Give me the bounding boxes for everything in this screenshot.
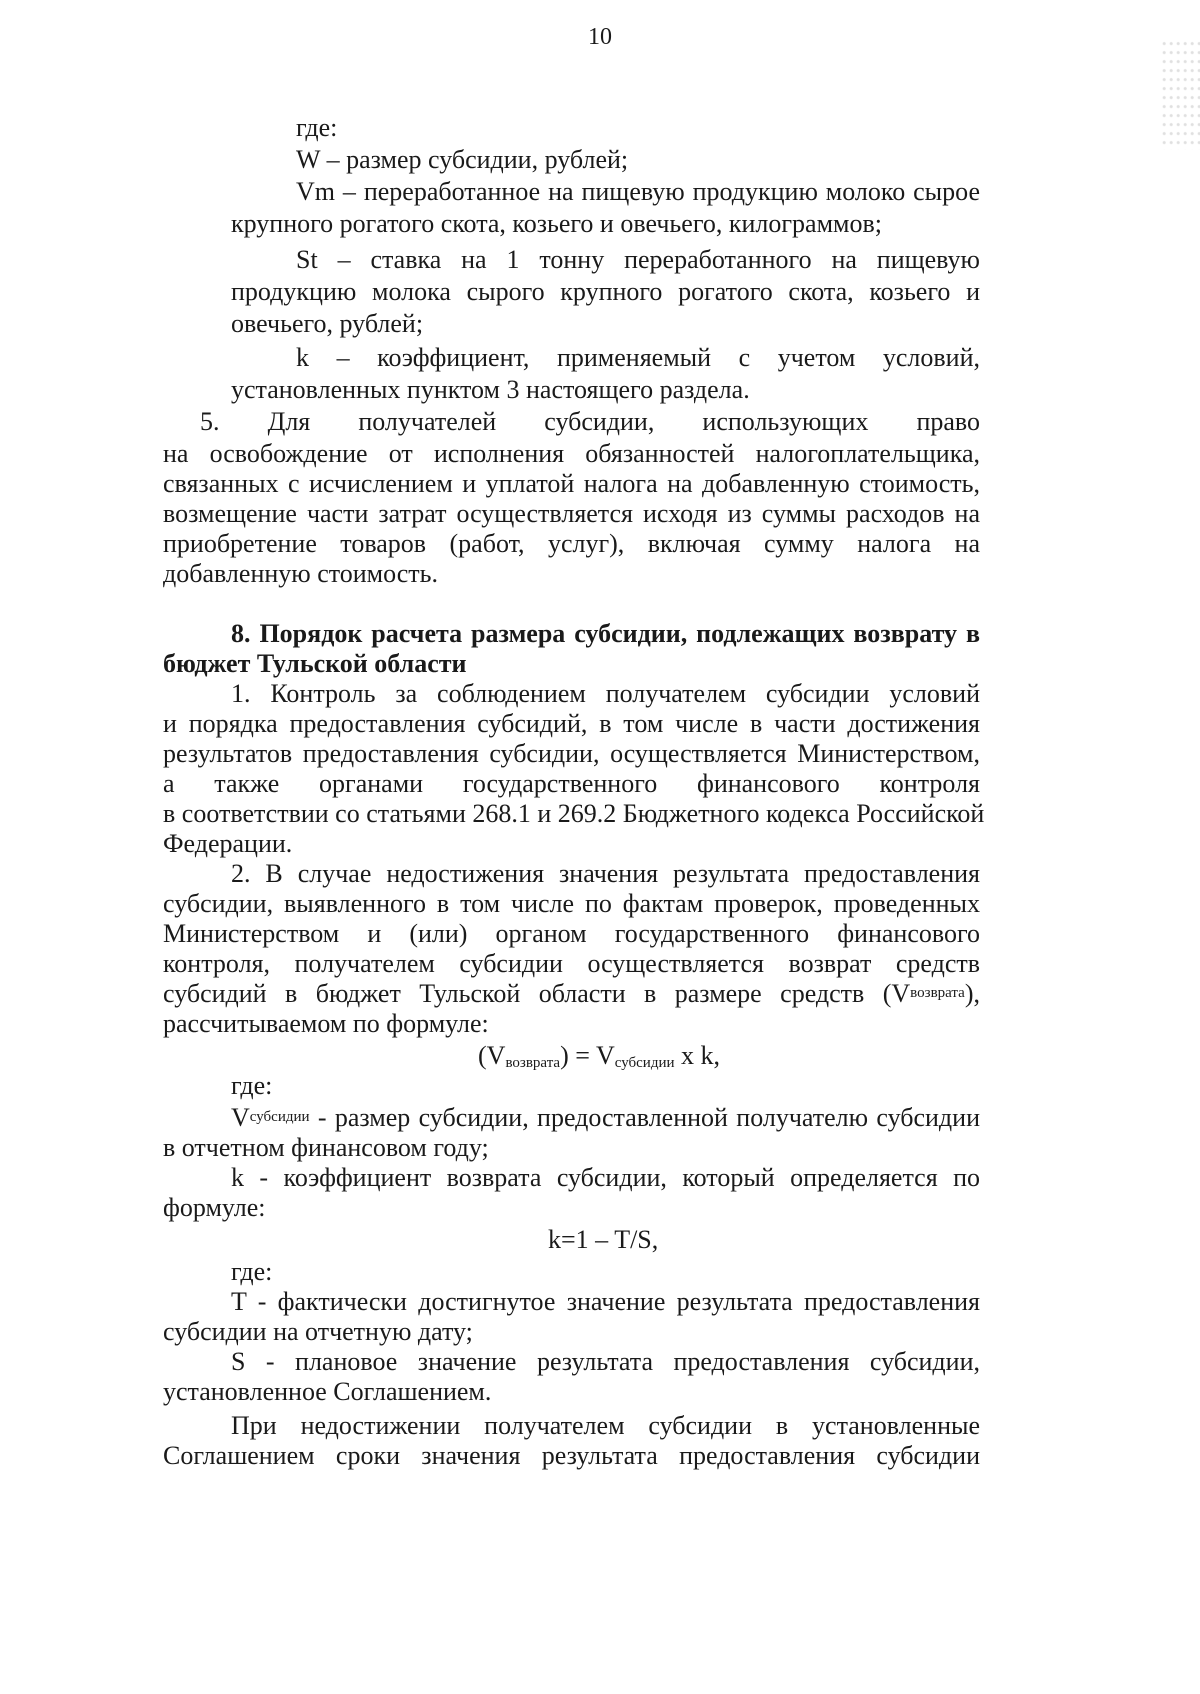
subscript: возврата <box>910 985 965 1001</box>
text-line: где: <box>231 1071 273 1100</box>
text-line: в соответствии со статьями 268.1 и 269.2 Бюджетного кодекса Российской <box>163 799 985 828</box>
text-line: добавленную стоимость. <box>163 559 439 588</box>
subscript: субсидии <box>249 1109 310 1125</box>
text-line: контроля, получателем субсидии осуществляется возврат средств <box>163 949 980 978</box>
text-line: в отчетном финансовом году; <box>163 1133 489 1162</box>
text-line: где: <box>231 1257 273 1286</box>
text-line: а также органами государственного финансового контроля <box>163 769 980 798</box>
section-heading: бюджет Тульской области <box>163 649 467 678</box>
formula-return <box>478 1040 720 1079</box>
text-line: При недостижении получателем субсидии в установленные <box>231 1411 980 1440</box>
page-number: 10 <box>588 24 612 50</box>
text-fragment: - размер субсидии, предоставленной получателю субсидии <box>309 1103 980 1132</box>
text-line: формуле: <box>163 1193 266 1222</box>
text-line: на освобождение от исполнения обязанностей налогоплательщика, <box>163 439 980 468</box>
text-line: установленных пунктом 3 настоящего раздела. <box>231 375 750 404</box>
text-line: Федерации. <box>163 829 293 858</box>
text-line: субсидии на отчетную дату; <box>163 1317 473 1346</box>
text-line: Министерством и (или) органом государственного финансового <box>163 919 980 948</box>
text-line: овечьего, рублей; <box>231 309 424 338</box>
text-line: возмещение части затрат осуществляется исходя из суммы расходов на <box>163 499 980 528</box>
section-heading: 8. Порядок расчета размера субсидии, подлежащих возврату в <box>231 619 980 648</box>
text-line: результатов предоставления субсидии, осуществляется Министерством, <box>163 739 980 768</box>
text-line: приобретение товаров (работ, услуг), включая сумму налога на <box>163 529 980 558</box>
text-line: 5. Для получателей субсидии, использующих право <box>200 407 980 436</box>
text-line: 1. Контроль за соблюдением получателем субсидии условий <box>231 679 980 708</box>
text-line: k – коэффициент, применяемый с учетом условий, <box>296 343 980 372</box>
formula-coefficient: k=1 – T/S, <box>548 1225 659 1254</box>
text-line: Соглашением сроки значения результата предоставления субсидии <box>163 1441 980 1470</box>
text-fragment: субсидий в бюджет Тульской области в размере средств (V <box>163 979 911 1008</box>
formula-part: x k, <box>674 1041 720 1070</box>
subscript: субсидии <box>614 1055 675 1071</box>
formula-part: (V <box>478 1041 506 1070</box>
scan-noise <box>1160 40 1200 150</box>
text-fragment: V <box>231 1103 250 1132</box>
subscript: возврата <box>505 1055 561 1071</box>
text-line: субсидии, выявленного в том числе по фактам проверок, проведенных <box>163 889 980 918</box>
formula-part: ) = V <box>560 1041 615 1070</box>
text-line: T - фактически достигнутое значение результата предоставления <box>231 1287 980 1316</box>
text-line: St – ставка на 1 тонну переработанного на пищевую <box>296 245 980 274</box>
text-line: и порядка предоставления субсидий, в том числе в части достижения <box>163 709 980 738</box>
text-line: крупного рогатого скота, козьего и овечьего, килограммов; <box>231 209 882 238</box>
text-fragment: ), <box>964 979 980 1008</box>
text-line: продукцию молока сырого крупного рогатого скота, козьего и <box>231 277 980 306</box>
text-line: k - коэффициент возврата субсидии, который определяется по <box>231 1163 980 1192</box>
text-line: где: <box>296 113 338 142</box>
text-line <box>231 1102 980 1133</box>
text-line: 2. В случае недостижения значения результата предоставления <box>231 859 980 888</box>
text-line <box>163 978 980 1009</box>
text-line: Vm – переработанное на пищевую продукцию молоко сырое <box>296 177 980 206</box>
text-line: S - плановое значение результата предоставления субсидии, <box>231 1347 980 1376</box>
text-line: установленное Соглашением. <box>163 1377 492 1406</box>
text-line: W – размер субсидии, рублей; <box>296 145 629 174</box>
text-line: рассчитываемом по формуле: <box>163 1009 489 1038</box>
text-line: связанных с исчислением и уплатой налога на добавленную стоимость, <box>163 469 980 498</box>
